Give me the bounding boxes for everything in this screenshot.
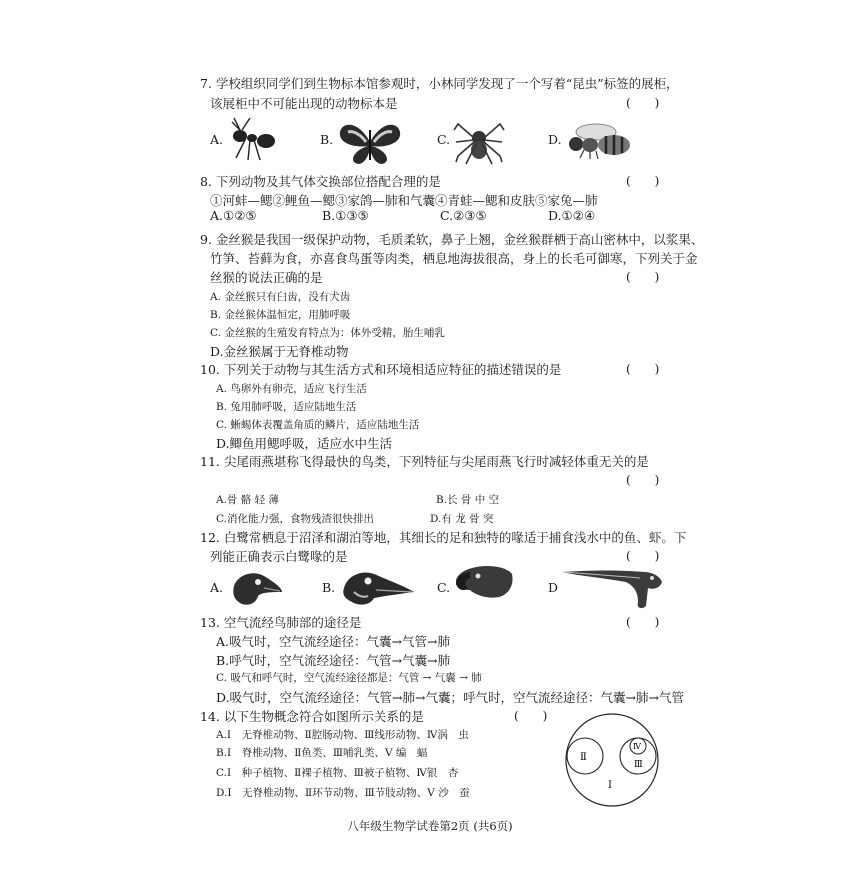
q7-answer-bracket: ( ) (626, 96, 660, 110)
bird-beak-c-image (452, 562, 514, 608)
q12-label-a: A. (210, 580, 224, 595)
q7-label-a: A. (210, 132, 224, 147)
q13-option-a: A.吸气时，空气流经途径：气囊→气管→肺 (216, 634, 450, 649)
q10-option-d: D.鲫鱼用鳃呼吸，适应水中生活 (216, 436, 393, 451)
q14-option-c: C.Ⅰ 种子植物、Ⅱ裸子植物、Ⅲ被子植物、Ⅳ银 杏 (216, 767, 459, 779)
bird-beak-a-image (228, 566, 286, 608)
spider-image (452, 116, 506, 168)
q10-line1: 10. 下列关于动物与其生活方式和环境相适应特征的描述错误的是 (200, 362, 562, 377)
venn-diagram (560, 712, 664, 808)
q14-answer-bracket: ( ) (514, 709, 548, 723)
q13-option-d: D.吸气时，空气流经途径：气管→肺→气囊；呼气时，空气流经途径：气囊→肺→气管 (216, 690, 684, 705)
bee-image (566, 120, 636, 160)
ant-image (226, 114, 282, 164)
q9-option-d: D.金丝猴属于无脊椎动物 (210, 344, 349, 359)
q7-label-d: D. (548, 132, 562, 147)
q12-line1: 12. 白鹭常栖息于沼泽和湖泊等地，其细长的足和独特的喙适于捕食浅水中的鱼、虾。下 (200, 530, 687, 545)
q11-line1: 11. 尖尾雨燕堪称飞得最快的鸟类，下列特征与尖尾雨燕飞行时减轻体重无关的是 (200, 454, 649, 469)
bird-beak-d-image (560, 562, 668, 612)
venn-label-outer: Ⅰ (608, 780, 612, 791)
q7-label-b: B. (320, 132, 334, 147)
q7-label-c: C. (437, 132, 451, 147)
q8-option-a: A.①②⑤ (210, 208, 257, 223)
q12-label-b: B. (322, 580, 336, 595)
q11-option-b: B.长 骨 中 空 (436, 494, 500, 506)
q12-answer-bracket: ( ) (626, 549, 660, 563)
q13-answer-bracket: ( ) (626, 615, 660, 629)
venn-label-right: Ⅲ (634, 760, 643, 770)
q12-label-d: D (548, 580, 559, 595)
q7-line1: 7. 学校组织同学们到生物标本馆参观时，小林同学发现了一个写着“昆虫”标签的展柜， (200, 76, 679, 91)
q8-line1: 8. 下列动物及其气体交换部位搭配合理的是 (200, 174, 441, 189)
q11-option-c: C.消化能力强，食物残渣很快排出 (216, 513, 374, 525)
q12-line2: 列能正确表示白鹭喙的是 (210, 549, 348, 564)
q10-option-b: B. 兔用肺呼吸，适应陆地生活 (216, 401, 357, 413)
q9-option-a: A. 金丝猴只有臼齿，没有犬齿 (210, 291, 351, 303)
q9-line2: 竹笋、苔藓为食，亦喜食鸟蛋等肉类，栖息地海拔很高，身上的长毛可御寒，下列关于金 (210, 251, 698, 266)
q7-line2: 该展柜中不可能出现的动物标本是 (210, 96, 398, 111)
q11-option-d: D.有 龙 骨 突 (430, 513, 494, 525)
q13-option-c: C. 吸气和呼气时，空气流经途径都是：气管 → 气囊 → 肺 (216, 672, 482, 684)
q8-option-d: D.①②④ (548, 208, 596, 223)
q10-answer-bracket: ( ) (626, 362, 660, 376)
venn-label-left: Ⅱ (580, 752, 587, 763)
q9-option-c: C. 金丝猴的生殖发育特点为：体外受精，胎生哺乳 (210, 327, 445, 339)
q14-option-a: A.Ⅰ 无脊椎动物、Ⅱ腔肠动物、Ⅲ线形动物、Ⅳ涡 虫 (216, 729, 469, 741)
q12-label-c: C. (437, 580, 451, 595)
q13-option-b: B.呼气时，空气流经途径：气管→气囊→肺 (216, 653, 451, 668)
q8-line2: ①河蚌—鳃②鲤鱼—鳃③家鸽—肺和气囊④青蛙—鳃和皮肤⑤家兔—肺 (210, 193, 598, 208)
q14-line1: 14. 以下生物概念符合如图所示关系的是 (200, 709, 424, 724)
q9-line1: 9. 金丝猴是我国一级保护动物，毛质柔软，鼻子上翘，金丝猴群栖于高山密林中，以浆果、 (200, 232, 704, 247)
q8-option-c: C.②③⑤ (440, 208, 487, 223)
q9-option-b: B. 金丝猴体温恒定，用肺呼吸 (210, 309, 351, 321)
q11-answer-bracket: ( ) (626, 473, 660, 487)
butterfly-image (338, 118, 402, 166)
q8-answer-bracket: ( ) (626, 174, 660, 188)
bird-beak-b-image (340, 566, 416, 608)
page-footer: 八年级生物学试卷第2页 (共6页) (347, 819, 513, 833)
q14-option-b: B.Ⅰ 脊椎动物、Ⅱ鱼类、Ⅲ哺乳类、Ⅴ 编 蝠 (216, 747, 428, 759)
q9-line3: 丝猴的说法正确的是 (210, 270, 323, 285)
q13-line1: 13. 空气流经鸟肺部的途径是 (200, 615, 362, 630)
q14-option-d: D.Ⅰ 无脊椎动物、Ⅱ环节动物、Ⅲ节肢动物、Ⅴ 沙 蚕 (216, 787, 470, 799)
q9-answer-bracket: ( ) (626, 270, 660, 284)
q11-option-a: A.骨 骼 轻 薄 (216, 494, 279, 506)
q10-option-a: A. 鸟卵外有卵壳，适应飞行生活 (216, 383, 367, 395)
q10-option-c: C. 蜥蜴体表覆盖角质的鳞片，适应陆地生活 (216, 419, 420, 431)
q8-option-b: B.①③⑤ (322, 208, 369, 223)
venn-label-inner: Ⅳ (633, 742, 641, 751)
